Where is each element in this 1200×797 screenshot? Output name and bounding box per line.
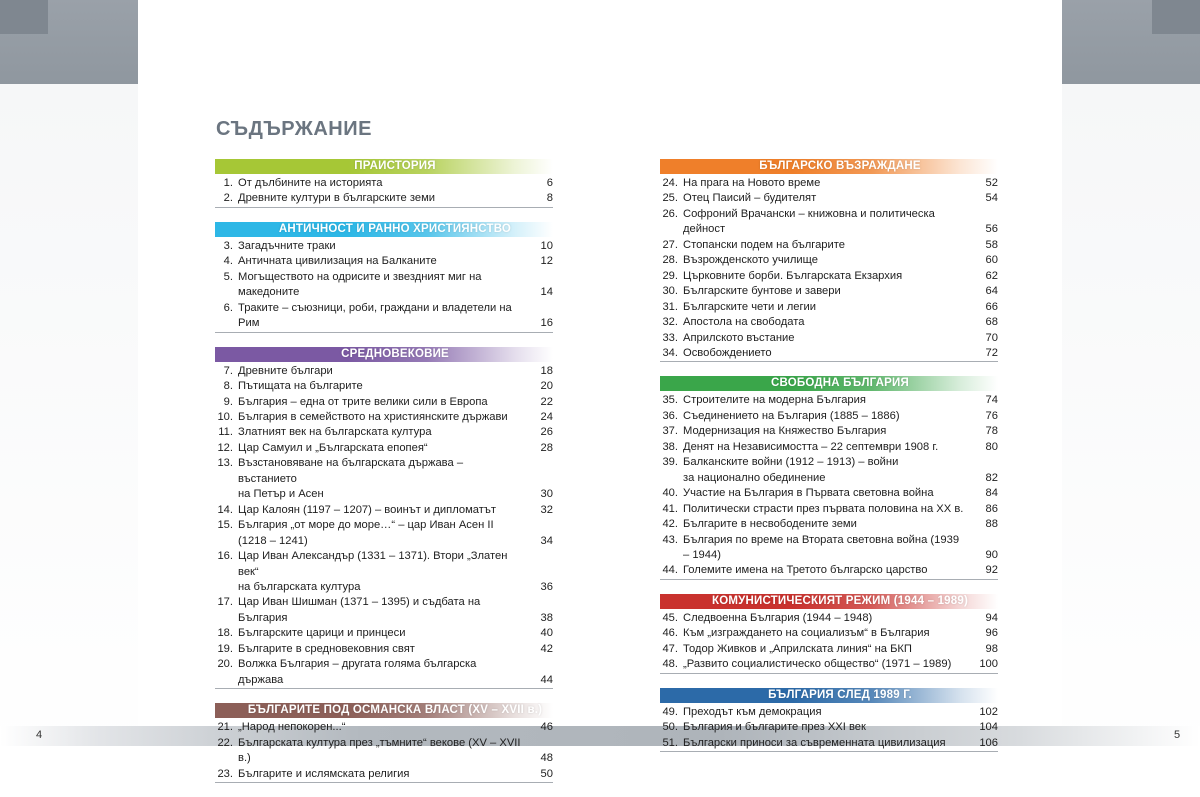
entry-page: 82 xyxy=(985,471,998,484)
toc-entry[interactable] xyxy=(215,270,553,301)
entry-page: 26 xyxy=(540,426,553,439)
entry-title: Строителите на модерна България xyxy=(683,394,866,407)
entry-title: Църковните борби. Българската Екзархия xyxy=(683,269,903,282)
entry-title: Българите в несвободените земи xyxy=(683,518,857,531)
entry-page: 20 xyxy=(540,380,553,393)
section-title: БЪЛГАРСКО ВЪЗРАЖДАНЕ xyxy=(759,160,921,172)
entry-page: 64 xyxy=(985,285,998,298)
toc-entry[interactable] xyxy=(215,425,553,440)
entry-page: 34 xyxy=(540,534,553,547)
toc-entry[interactable] xyxy=(660,611,998,626)
entry-title: Преходът към демокрация xyxy=(683,705,822,718)
section-header xyxy=(215,347,553,362)
toc-entry[interactable] xyxy=(215,595,553,626)
entry-title: „Народ непокорен...“ xyxy=(238,721,346,734)
entry-title: Цар Иван Шишман (1371 – 1395) и съдбата на България xyxy=(238,596,481,624)
toc-entry[interactable] xyxy=(215,191,553,206)
toc-list xyxy=(660,176,998,362)
toc-entry[interactable] xyxy=(215,503,553,518)
toc-entry[interactable] xyxy=(215,176,553,191)
entry-page: 80 xyxy=(985,440,998,453)
entry-number: 47. xyxy=(662,642,678,655)
toc-section-osmanska xyxy=(215,703,553,783)
section-title-bar xyxy=(237,222,553,237)
entry-number: 51. xyxy=(662,736,678,749)
entry-title: Модернизация на Княжество България xyxy=(683,425,887,438)
entry-title: Златният век на българската култура xyxy=(238,426,432,439)
toc-entry[interactable] xyxy=(660,238,998,253)
entry-page: 32 xyxy=(540,503,553,516)
entry-number: 31. xyxy=(662,300,678,313)
left-page-edge xyxy=(0,0,138,765)
entry-number: 23. xyxy=(217,767,233,780)
entry-number: 10. xyxy=(217,410,233,423)
entry-number: 30. xyxy=(662,285,678,298)
section-header xyxy=(660,159,998,174)
entry-number: 37. xyxy=(662,425,678,438)
entry-page: 90 xyxy=(985,548,998,561)
section-title: БЪЛГАРИЯ СЛЕД 1989 Г. xyxy=(768,688,912,701)
entry-title: Към „изграждането на социализъм“ в България xyxy=(683,627,930,640)
entry-title: Българската култура през „тъмните“ векове (XV – XVII в.) xyxy=(238,736,521,765)
toc-section-svobodna xyxy=(660,376,998,579)
section-header xyxy=(215,703,553,718)
entry-number: 7. xyxy=(223,364,233,377)
entry-title: От дълбините на историята xyxy=(238,177,383,189)
toc-list xyxy=(215,176,553,208)
entry-page: 12 xyxy=(540,255,553,268)
toc-entry[interactable] xyxy=(660,486,998,501)
toc-entry[interactable] xyxy=(660,207,998,238)
toc-entry[interactable] xyxy=(660,533,998,564)
toc-entry[interactable] xyxy=(660,176,998,191)
entry-number: 29. xyxy=(662,269,678,282)
section-title-bar xyxy=(682,688,998,703)
entry-page: 86 xyxy=(985,502,998,515)
entry-number: 22. xyxy=(217,736,233,749)
toc-entry[interactable] xyxy=(215,657,553,688)
section-title: КОМУНИСТИЧЕСКИЯТ РЕЖИМ (1944 – 1989) xyxy=(712,594,968,607)
entry-number: 9. xyxy=(223,395,233,408)
entry-title: Цар Иван Александър (1331 – 1371). Втори „Златен век“ на българската култура xyxy=(238,550,508,593)
entry-number: 45. xyxy=(662,611,678,624)
entry-number: 3. xyxy=(223,239,233,252)
entry-page: 28 xyxy=(540,441,553,454)
section-title-bar xyxy=(237,159,553,174)
entry-title: Балканските войни (1912 – 1913) – войни за национално обединение xyxy=(683,456,899,484)
entry-number: 40. xyxy=(662,487,678,500)
entry-title: Волжка България – другата голяма българска държава xyxy=(238,658,477,686)
section-title-bar xyxy=(682,594,998,609)
entry-title: Древните култури в българските земи xyxy=(238,192,436,205)
toc-entry[interactable] xyxy=(660,284,998,299)
toc-entry[interactable] xyxy=(660,626,998,641)
entry-page: 40 xyxy=(540,627,553,640)
entry-page: 46 xyxy=(540,721,553,734)
corner-block-right xyxy=(1152,0,1200,34)
entry-number: 21. xyxy=(217,721,233,734)
section-title: СВОБОДНА БЪЛГАРИЯ xyxy=(771,377,909,390)
entry-page: 36 xyxy=(540,580,553,593)
entry-page: 104 xyxy=(979,721,998,734)
entry-number: 8. xyxy=(223,380,233,393)
entry-number: 12. xyxy=(217,441,233,454)
entry-page: 22 xyxy=(540,395,553,408)
toc-entry[interactable] xyxy=(215,410,553,425)
entry-title: България „от море до море…“ – цар Иван Асен II (1218 – 1241) xyxy=(238,519,494,547)
page-title: СЪДЪРЖАНИЕ xyxy=(216,118,372,140)
entry-title: „Развито социалистическо общество“ (1971 – 1989) xyxy=(683,658,952,671)
entry-title: Древните българи xyxy=(238,364,333,377)
toc-list xyxy=(660,611,998,674)
toc-entry[interactable] xyxy=(215,518,553,549)
entry-title: Софроний Врачански – книжовна и политическа дейност xyxy=(683,207,935,236)
toc-entry[interactable] xyxy=(215,642,553,657)
toc-entry[interactable] xyxy=(215,379,553,394)
toc-entry[interactable] xyxy=(215,239,553,254)
entry-title: Пътищата на българите xyxy=(238,380,363,393)
toc-entry[interactable] xyxy=(660,563,998,578)
entry-number: 19. xyxy=(217,642,233,655)
entry-page: 24 xyxy=(540,410,553,423)
section-color-square xyxy=(215,347,237,362)
entry-number: 48. xyxy=(662,658,678,671)
entry-number: 16. xyxy=(217,550,233,563)
entry-page: 30 xyxy=(540,488,553,501)
toc-entry[interactable] xyxy=(660,440,998,455)
entry-page: 76 xyxy=(985,409,998,422)
section-color-square xyxy=(660,376,682,391)
entry-number: 43. xyxy=(662,533,678,546)
entry-number: 1. xyxy=(223,177,233,189)
toc-entry[interactable] xyxy=(660,393,998,408)
entry-title: Цар Самуил и „Българската епопея“ xyxy=(238,441,428,454)
entry-page: 74 xyxy=(985,394,998,407)
toc-entry[interactable] xyxy=(660,253,998,268)
section-header xyxy=(215,159,553,174)
section-header xyxy=(215,222,553,237)
section-title-bar xyxy=(237,347,553,362)
entry-page: 84 xyxy=(985,487,998,500)
section-header xyxy=(660,688,998,703)
entry-title: Българските царици и принцеси xyxy=(238,627,406,640)
toc-section-antichnost xyxy=(215,222,553,333)
section-title: СРЕДНОВЕКОВИЕ xyxy=(341,347,449,360)
entry-number: 13. xyxy=(217,457,233,470)
entry-title: Цар Калоян (1197 – 1207) – воинът и дипломатът xyxy=(238,503,496,516)
toc-entry[interactable] xyxy=(660,502,998,517)
toc-entry[interactable] xyxy=(660,409,998,424)
entry-page: 52 xyxy=(985,177,998,189)
entry-page: 106 xyxy=(979,736,998,749)
toc-entry[interactable] xyxy=(660,315,998,330)
toc-list xyxy=(660,705,998,752)
entry-number: 42. xyxy=(662,518,678,531)
entry-number: 32. xyxy=(662,316,678,329)
entry-page: 6 xyxy=(546,177,553,189)
entry-page: 96 xyxy=(985,627,998,640)
entry-number: 34. xyxy=(662,346,678,359)
entry-number: 25. xyxy=(662,192,678,205)
section-title: БЪЛГАРИТЕ ПОД ОСМАНСКА ВЛАСТ (XV – XVII в.) xyxy=(247,704,543,717)
section-color-square xyxy=(215,159,237,174)
entry-number: 20. xyxy=(217,658,233,671)
toc-entry[interactable] xyxy=(660,642,998,657)
entry-title: Българите и ислямската религия xyxy=(238,767,410,780)
toc-section-vazrazhdane xyxy=(660,159,998,362)
toc-list xyxy=(660,393,998,579)
toc-list xyxy=(215,720,553,783)
toc-entry[interactable] xyxy=(660,517,998,532)
toc-entry[interactable] xyxy=(660,705,998,720)
entry-number: 50. xyxy=(662,721,678,734)
entry-page: 100 xyxy=(979,658,998,671)
entry-page: 16 xyxy=(540,317,553,330)
entry-number: 24. xyxy=(662,177,678,189)
entry-title: Античната цивилизация на Балканите xyxy=(238,255,437,268)
toc-list xyxy=(215,364,553,690)
toc-entry[interactable] xyxy=(215,720,553,735)
section-color-square xyxy=(660,688,682,703)
toc-entry[interactable] xyxy=(660,720,998,735)
entry-page: 68 xyxy=(985,316,998,329)
toc-entry[interactable] xyxy=(215,395,553,410)
entry-number: 36. xyxy=(662,409,678,422)
toc-list xyxy=(215,239,553,333)
section-color-square xyxy=(215,703,237,718)
entry-page: 92 xyxy=(985,564,998,577)
entry-page: 54 xyxy=(985,192,998,205)
section-header xyxy=(660,376,998,391)
toc-section-komunisticheski xyxy=(660,594,998,674)
entry-number: 27. xyxy=(662,238,678,251)
entry-page: 98 xyxy=(985,642,998,655)
entry-title: Политически страсти през първата половина на XX в. xyxy=(683,502,964,515)
section-title-bar xyxy=(682,376,998,391)
entry-title: Тодор Живков и „Априлската линия“ на БКП xyxy=(683,642,912,655)
toc-section-sled1989 xyxy=(660,688,998,752)
toc-entry[interactable] xyxy=(660,455,998,486)
entry-number: 11. xyxy=(218,426,233,439)
page-number-left: 4 xyxy=(36,729,43,741)
entry-number: 39. xyxy=(662,456,678,469)
section-header xyxy=(660,594,998,609)
entry-title: България по време на Втората световна война (1939 – 1944) xyxy=(683,533,960,561)
toc-entry[interactable] xyxy=(660,736,998,751)
entry-page: 14 xyxy=(540,286,553,299)
entry-number: 4. xyxy=(223,255,233,268)
entry-title: Следвоенна България (1944 – 1948) xyxy=(683,611,873,624)
entry-title: Българските бунтове и завери xyxy=(683,285,841,298)
entry-number: 14. xyxy=(217,503,233,516)
section-color-square xyxy=(660,594,682,609)
entry-title: Апостола на свободата xyxy=(683,316,805,329)
entry-title: Денят на Независимостта – 22 септември 1908 г. xyxy=(683,440,939,453)
section-title: ПРАИСТОРИЯ xyxy=(354,160,436,172)
entry-page: 70 xyxy=(985,331,998,344)
entry-page: 48 xyxy=(540,752,553,765)
page-number-right: 5 xyxy=(1174,729,1181,741)
entry-title: България – една от трите велики сили в Европа xyxy=(238,395,488,408)
entry-title: Български приноси за съвременната цивилизация xyxy=(683,736,946,749)
toc-entry[interactable] xyxy=(660,346,998,361)
entry-page: 38 xyxy=(540,611,553,624)
toc-column-left xyxy=(215,159,553,797)
entry-number: 33. xyxy=(662,331,678,344)
entry-title: Българските чети и легии xyxy=(683,300,817,313)
entry-page: 8 xyxy=(546,192,553,205)
entry-title: Освобождението xyxy=(683,346,772,359)
entry-number: 15. xyxy=(217,519,233,532)
entry-number: 5. xyxy=(223,270,233,283)
toc-section-srednovekovie xyxy=(215,347,553,690)
entry-title: На прага на Новото време xyxy=(683,177,821,189)
toc-entry[interactable] xyxy=(660,657,998,672)
entry-title: Българите в средновековния свят xyxy=(238,642,415,655)
entry-page: 18 xyxy=(540,364,553,377)
section-title-bar xyxy=(237,703,553,718)
entry-title: Съединението на България (1885 – 1886) xyxy=(683,409,900,422)
entry-page: 10 xyxy=(540,239,553,252)
entry-title: Априлското въстание xyxy=(683,331,795,344)
toc-column-right xyxy=(660,159,998,766)
section-color-square xyxy=(660,159,682,174)
toc-entry[interactable] xyxy=(660,300,998,315)
section-title-bar xyxy=(682,159,998,174)
right-page-edge xyxy=(1062,0,1200,765)
entry-number: 28. xyxy=(662,254,678,267)
entry-number: 46. xyxy=(662,627,678,640)
entry-page: 94 xyxy=(985,611,998,624)
entry-page: 50 xyxy=(540,767,553,780)
toc-entry[interactable] xyxy=(215,254,553,269)
toc-entry[interactable] xyxy=(660,331,998,346)
toc-entry[interactable] xyxy=(215,549,553,595)
entry-title: Загадъчните траки xyxy=(238,239,336,252)
entry-number: 44. xyxy=(662,564,678,577)
entry-page: 56 xyxy=(985,223,998,236)
toc-entry[interactable] xyxy=(215,364,553,379)
section-color-square xyxy=(215,222,237,237)
entry-page: 66 xyxy=(985,300,998,313)
entry-number: 6. xyxy=(223,301,233,314)
entry-number: 49. xyxy=(662,705,678,718)
corner-block-left xyxy=(0,0,48,34)
entry-number: 26. xyxy=(662,207,678,220)
entry-page: 88 xyxy=(985,518,998,531)
entry-title: България и българите през XXI век xyxy=(683,721,866,734)
toc-entry[interactable] xyxy=(215,456,553,502)
entry-title: Участие на България в Първата световна война xyxy=(683,487,934,500)
section-title: АНТИЧНОСТ И РАННО ХРИСТИЯНСТВО xyxy=(278,222,512,235)
entry-page: 60 xyxy=(985,254,998,267)
toc-section-praistoria xyxy=(215,159,553,208)
entry-page: 102 xyxy=(979,705,998,718)
entry-page: 58 xyxy=(985,238,998,251)
entry-page: 72 xyxy=(985,346,998,359)
entry-title: България в семейството на християнските държави xyxy=(238,410,508,423)
toc-entry[interactable] xyxy=(215,626,553,641)
entry-number: 35. xyxy=(662,394,678,407)
entry-title: Възстановяване на българската държава – въстанието на Петър и Асен xyxy=(238,457,464,501)
toc-entry[interactable] xyxy=(215,736,553,767)
entry-number: 41. xyxy=(662,502,678,515)
entry-title: Могъществото на одрисите и звездният миг на македоните xyxy=(238,270,482,299)
entry-page: 42 xyxy=(540,642,553,655)
entry-title: Стопански подем на българите xyxy=(683,238,845,251)
footer-bar xyxy=(0,726,1200,746)
toc-entry[interactable] xyxy=(660,269,998,284)
entry-page: 44 xyxy=(540,673,553,686)
toc-entry[interactable] xyxy=(660,191,998,206)
entry-title: Отец Паисий – будителят xyxy=(683,192,817,205)
entry-number: 17. xyxy=(217,596,233,609)
entry-page: 62 xyxy=(985,269,998,282)
toc-entry[interactable] xyxy=(215,767,553,782)
toc-entry[interactable] xyxy=(660,424,998,439)
toc-entry[interactable] xyxy=(215,441,553,456)
entry-number: 2. xyxy=(223,192,233,205)
entry-title: Възрожденското училище xyxy=(683,254,818,267)
entry-title: Големите имена на Третото българско царство xyxy=(683,564,928,577)
entry-page: 78 xyxy=(985,425,998,438)
entry-number: 18. xyxy=(217,627,233,640)
toc-entry[interactable] xyxy=(215,301,553,332)
entry-title: Траките – съюзници, роби, граждани и владетели на Рим xyxy=(238,301,512,330)
entry-number: 38. xyxy=(662,440,678,453)
